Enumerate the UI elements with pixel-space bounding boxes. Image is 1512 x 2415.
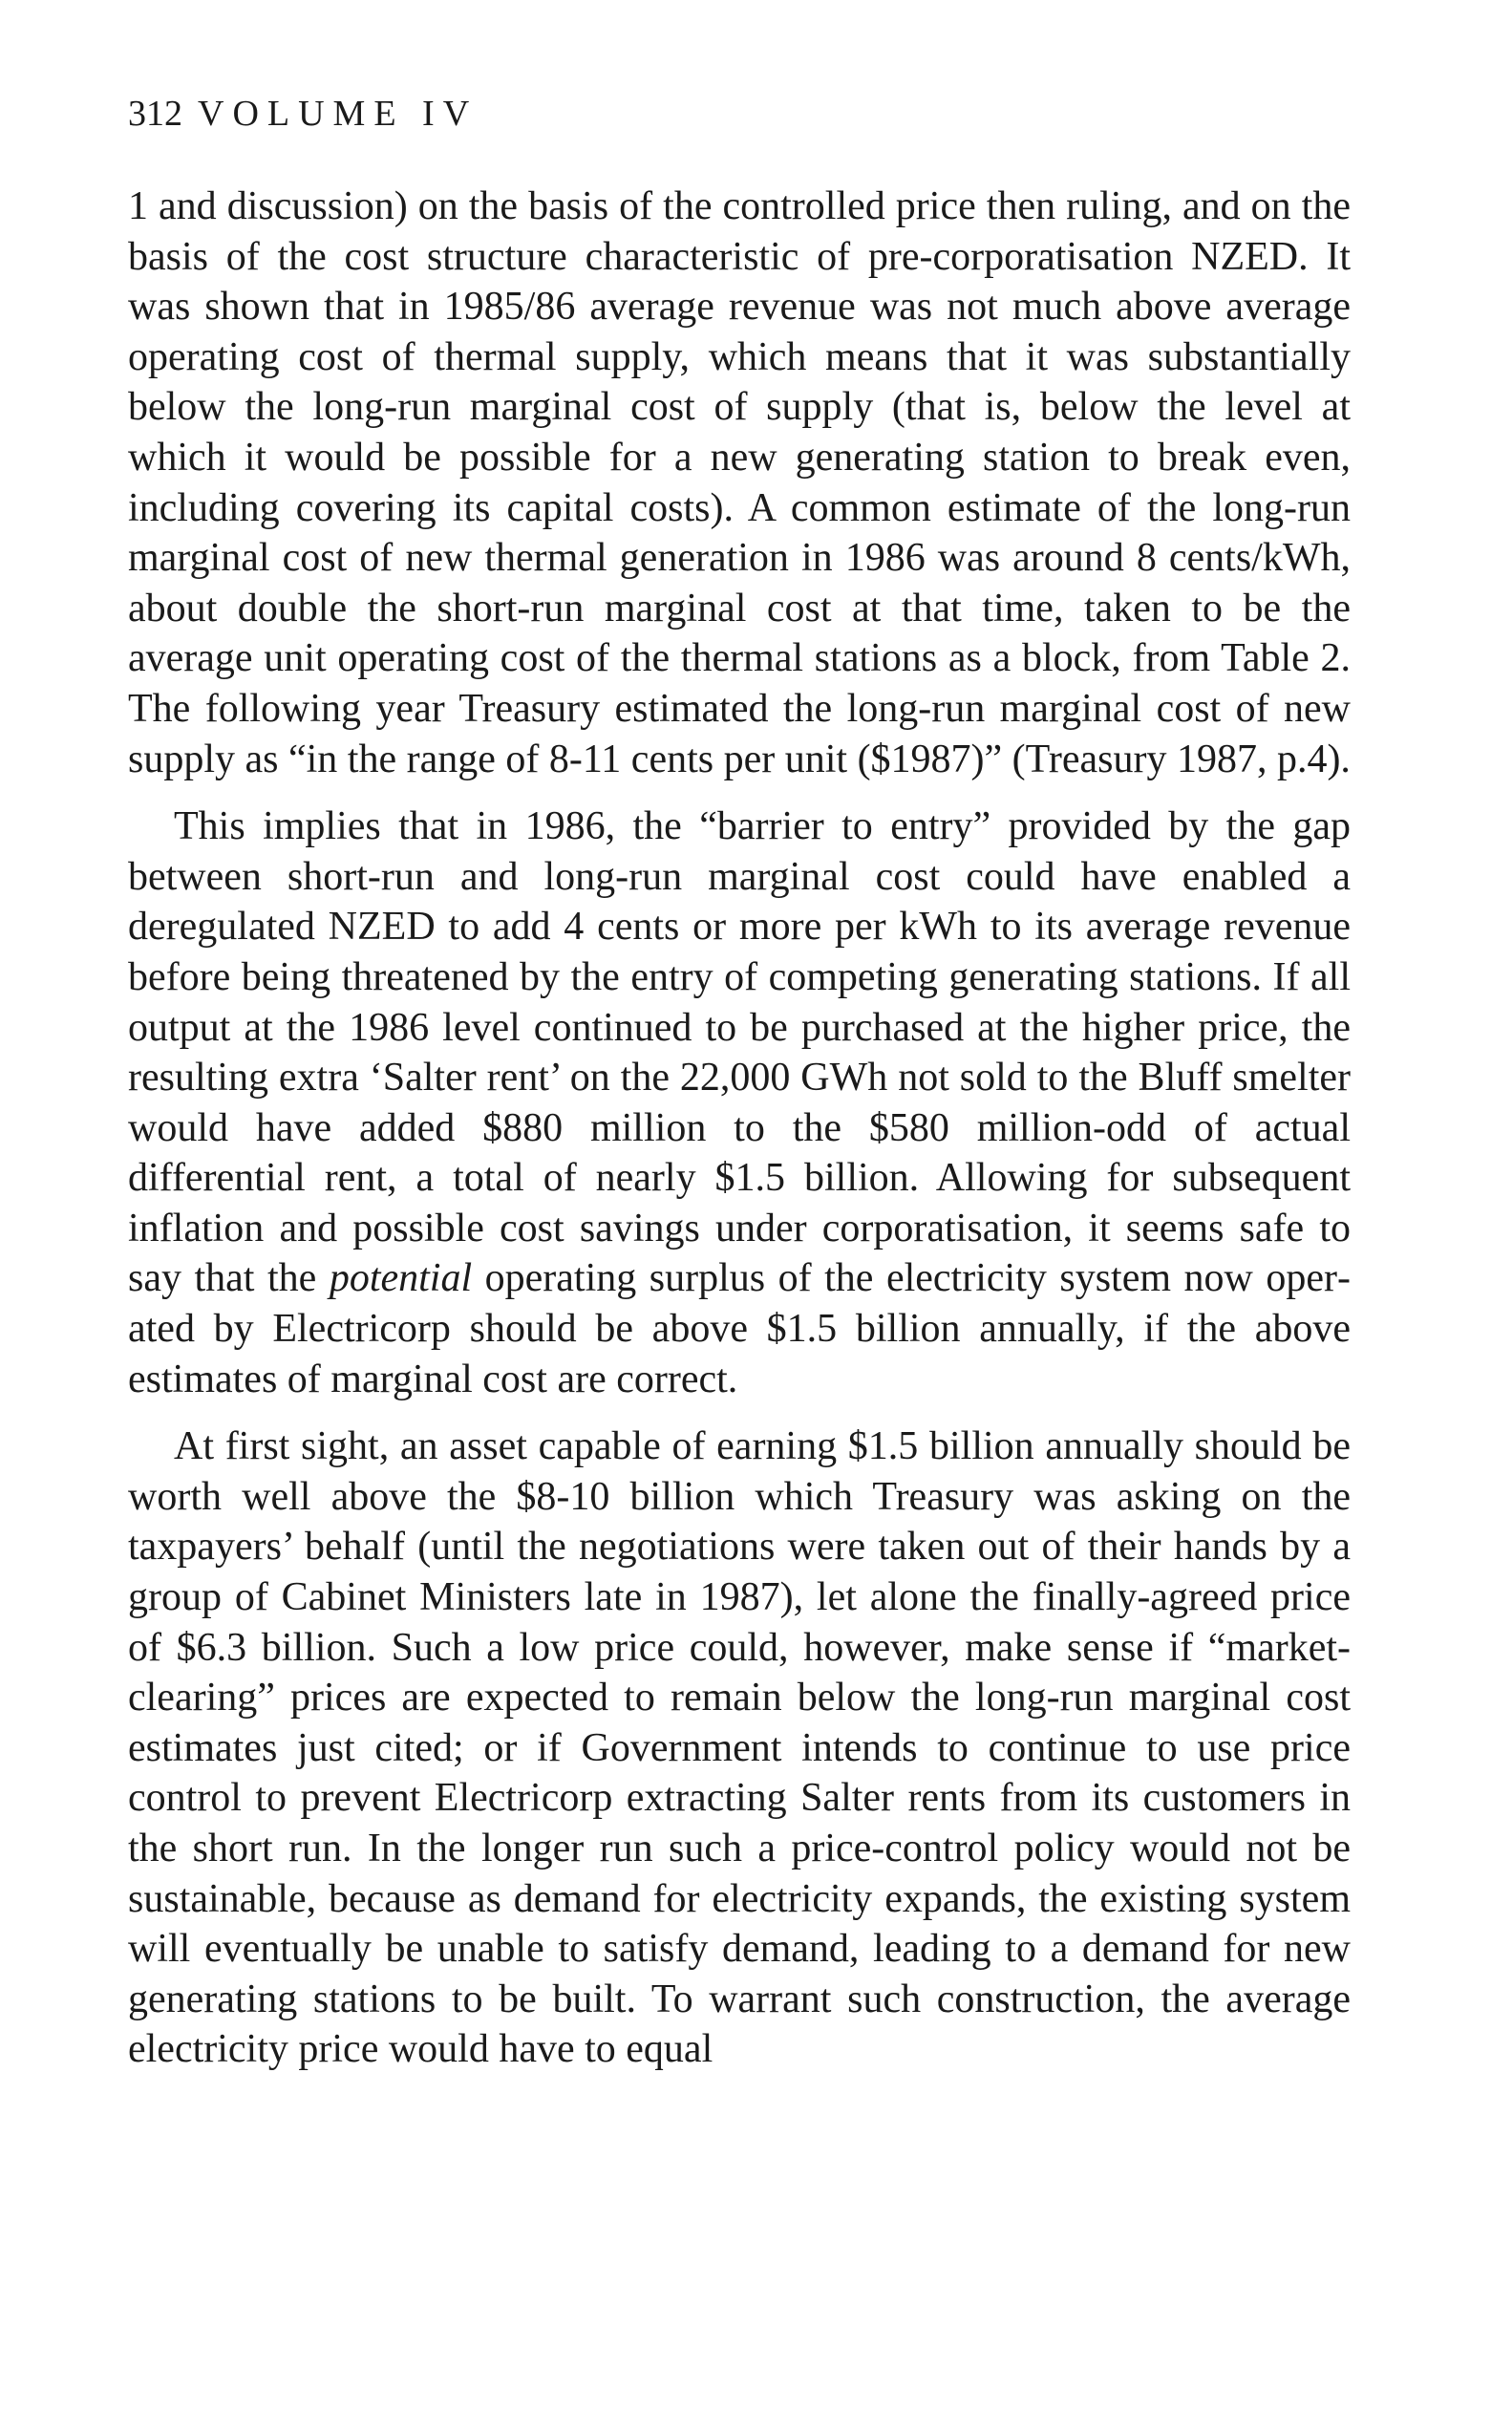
paragraph-1 [128,182,1351,784]
running-head [128,96,478,132]
paragraph-text: 1 and discussion) on the basis of the controlled price then ruling, and on the basis of the cost structure characteristic of pre-corporatisation NZED. It was shown that in 1985/86 average revenue was not much above average operating cost of thermal supply, which means that it was substantially below the long-run marginal cost of supply (that is, below the level at which it would be possible for a new generating station to break even, including covering its capital costs). A common estimate of the long-run marginal cost of new thermal generation in 1986 was around 8 cents/kWh, about double the short-run marginal cost at that time, taken to be the average unit operating cost of the thermal stations as a block, from Table 2. The following year Treasury estimated the long-run marginal cost of new supply as “in the range of 8-11 cents per unit ($1987)” (Treasury 1987, p.4). [128,184,1351,781]
paragraph-text-continued: operating surplus of the electricity system now operated by Electricorp should be above $1.5 billion annually, if the above estimates of marginal cost are correct. [128,1256,1351,1401]
volume-label: VOLUME IV [198,94,479,134]
paragraph-2 [128,801,1351,1404]
page-number: 312 [128,94,182,134]
emphasis-potential: potential [329,1256,473,1301]
paragraph-text: At first sight, an asset capable of earning $1.5 billion annually should be worth well above the $8-10 billion which Treasury was asking on the taxpayers’ behalf (until the negotiations were taken out of their hands by a group of Cabinet Ministers late in 1987), let alone the finally-agreed price of $6.3 billion. Such a low price could, however, make sense if “market-clearing” prices are expected to remain below the long-run marginal cost estimates just cited; or if Government intends to continue to use price control to prevent Electricorp extracting Salter rents from its customers in the short run. In the longer run such a price-control policy would not be sustainable, because as demand for electricity expands, the existing system will eventually be unable to satisfy demand, leading to a demand for new generating stations to be built. To warrant such construction, the average electricity price would have to equal [128,1424,1351,2072]
paragraph-text: This implies that in 1986, the “barrier to entry” provided by the gap between short-run and long-run marginal cost could have enabled a deregulated NZED to add 4 cents or more per kWh to its average revenue before being threatened by the entry of competing generating stations. If all output at the 1986 level continued to be purchased at the higher price, the resulting extra ‘Salter rent’ on the 22,000 GWh not sold to the Bluff smelter would have added $880 million to the $580 million-odd of actual differential rent, a total of nearly $1.5 billion. Allowing for subsequent inflation and possible cost savings under corporatisation, it seems safe to say that the [128,804,1351,1301]
body-text [128,182,1351,2075]
paragraph-3 [128,1421,1351,2075]
